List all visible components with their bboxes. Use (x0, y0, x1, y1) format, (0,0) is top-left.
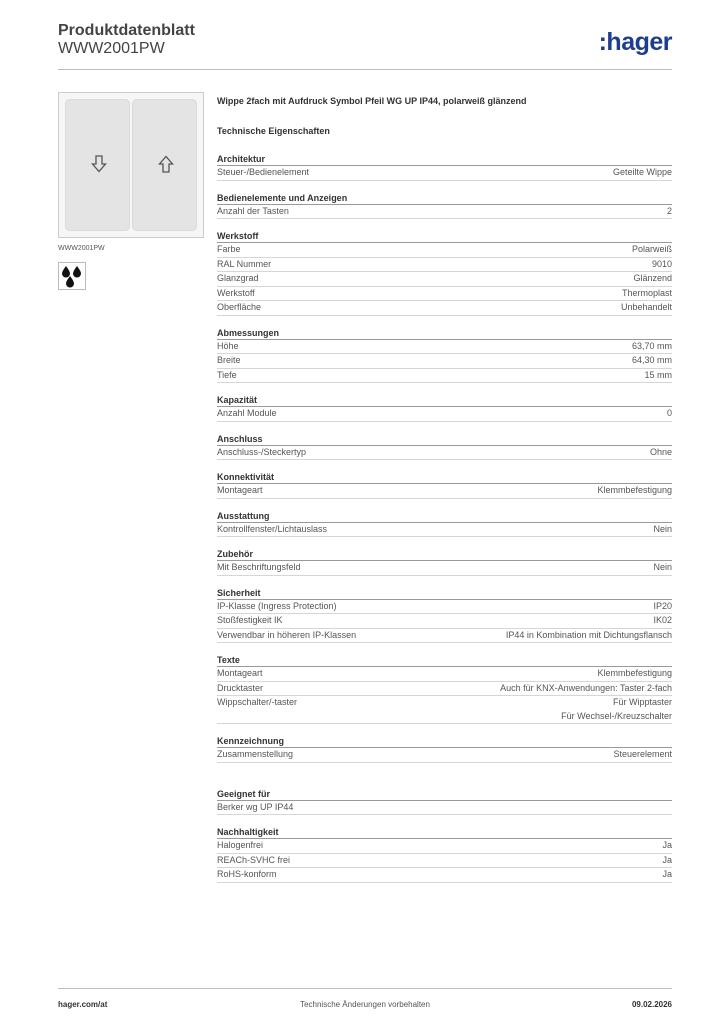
property-label: Berker wg UP IP44 (217, 801, 294, 812)
group-title: Werkstoff (217, 229, 672, 243)
property-group (217, 547, 672, 576)
property-row (217, 205, 672, 220)
group-spacer (217, 724, 672, 734)
group-title: Texte (217, 653, 672, 667)
property-label: Oberfläche (217, 302, 262, 312)
property-value (632, 243, 672, 257)
group-title: Kennzeichnung (217, 734, 672, 748)
property-value-line: 2 (666, 205, 672, 216)
group-title: Konnektivität (217, 470, 672, 484)
property-value-line: Steuerelement (613, 749, 672, 759)
property-row (217, 407, 672, 422)
footer-website[interactable]: hager.com/at (58, 1000, 108, 1009)
property-value (653, 523, 672, 537)
group-spacer (217, 883, 672, 893)
property-row (217, 839, 672, 854)
property-value-line: Glänzend (633, 273, 672, 283)
property-row (217, 801, 672, 816)
rocker-right (132, 99, 197, 231)
property-row (217, 354, 672, 369)
property-value (662, 839, 672, 853)
property-row (217, 166, 672, 181)
property-group (217, 432, 672, 461)
group-title: Nachhaltigkeit (217, 825, 672, 839)
property-label: REACh-SVHC frei (217, 854, 291, 865)
property-value-line: Geteilte Wippe (612, 167, 672, 177)
group-title: Anschluss (217, 432, 672, 446)
product-code: WWW2001PW (58, 40, 165, 57)
page-header (58, 22, 672, 70)
property-label: Montageart (217, 668, 263, 678)
property-row (217, 287, 672, 302)
property-value-line: Auch für KNX-Anwendungen: Taster 2-fach (500, 682, 672, 693)
arrow-down-icon (91, 155, 107, 173)
property-value-line: Ja (662, 854, 672, 865)
property-value-line: 15 mm (644, 369, 672, 380)
rocker-left (65, 99, 130, 231)
property-value (613, 166, 672, 180)
group-title: Geeignet für (217, 787, 672, 801)
property-value (644, 369, 672, 383)
group-title: Zubehör (217, 547, 672, 561)
property-label: Anschluss-/Steckertyp (217, 446, 307, 457)
product-image (58, 92, 204, 238)
property-row (217, 301, 672, 316)
property-value-line: Ja (662, 840, 672, 850)
group-spacer (217, 422, 672, 432)
property-row (217, 748, 672, 763)
property-value (597, 667, 672, 681)
arrow-up-icon (158, 155, 174, 173)
group-spacer (217, 181, 672, 191)
property-value (506, 629, 672, 643)
property-row (217, 446, 672, 461)
group-title: Kapazität (217, 393, 672, 407)
group-title: Architektur (217, 152, 672, 166)
group-title: Bedienelemente und Anzeigen (217, 191, 672, 205)
group-spacer (217, 576, 672, 586)
property-row (217, 868, 672, 883)
hager-logo: :hager (598, 28, 672, 56)
property-value (667, 407, 672, 421)
property-value (622, 287, 672, 301)
property-label: Montageart (217, 485, 263, 495)
property-value-line: Für Wipptaster (612, 697, 672, 707)
property-value (500, 682, 672, 696)
group-spacer (217, 499, 672, 509)
property-label: Anzahl Module (217, 408, 277, 418)
property-group (217, 152, 672, 181)
property-group (217, 825, 672, 883)
property-label: Drucktaster (217, 682, 264, 693)
property-row (217, 369, 672, 384)
group-spacer (217, 383, 672, 393)
property-row (217, 484, 672, 499)
property-row (217, 600, 672, 615)
property-label: Anzahl der Tasten (217, 205, 289, 216)
property-value-line: 63,70 mm (631, 340, 672, 351)
property-label: Glanzgrad (217, 273, 259, 283)
property-label: Stoßfestigkeit IK (217, 615, 283, 625)
property-value-line: Unbehandelt (620, 302, 672, 312)
property-value (652, 258, 672, 272)
property-row (217, 561, 672, 576)
property-value (662, 868, 672, 882)
property-group (217, 229, 672, 316)
property-group (217, 586, 672, 644)
property-value-line: Ohne (649, 446, 672, 457)
property-value-line: 0 (666, 408, 672, 418)
property-value-line: 9010 (651, 258, 672, 269)
group-spacer (217, 815, 672, 825)
property-row (217, 629, 672, 644)
property-group (217, 326, 672, 384)
property-value (632, 354, 672, 368)
property-label: IP-Klasse (Ingress Protection) (217, 600, 337, 611)
group-spacer (217, 643, 672, 653)
group-spacer (217, 763, 672, 787)
property-value (653, 561, 672, 575)
property-row (217, 523, 672, 538)
property-value-line: Polarweiß (631, 244, 672, 254)
product-description: Wippe 2fach mit Aufdruck Symbol Pfeil WG UP IP44, polarweiß glänzend (217, 96, 527, 106)
group-spacer (217, 316, 672, 326)
property-label: Zusammenstellung (217, 749, 294, 759)
properties-heading: Technische Eigenschaften (217, 126, 330, 136)
property-value (667, 205, 672, 219)
property-label: Tiefe (217, 369, 237, 380)
group-spacer (217, 460, 672, 470)
property-row (217, 667, 672, 682)
property-row (217, 854, 672, 869)
group-spacer (217, 219, 672, 229)
property-value (561, 696, 672, 723)
property-label: Wippschalter/-taster (217, 697, 298, 707)
product-details (217, 96, 672, 893)
property-row (217, 696, 672, 724)
property-label: Breite (217, 355, 241, 365)
property-value-line: 64,30 mm (631, 355, 672, 365)
property-value (653, 600, 672, 614)
property-row (217, 614, 672, 629)
footer-disclaimer: Technische Änderungen vorbehalten (300, 1000, 430, 1009)
property-row (217, 682, 672, 697)
property-group (217, 470, 672, 499)
property-value-line: Für Wechsel-/Kreuzschalter (561, 710, 672, 721)
property-label: Mit Beschriftungsfeld (217, 562, 301, 572)
property-row (217, 272, 672, 287)
document-title: Produktdatenblatt (58, 22, 195, 39)
group-title: Sicherheit (217, 586, 672, 600)
property-value-line: Klemmbefestigung (597, 668, 672, 678)
property-label: Höhe (217, 340, 239, 351)
ip44-water-drops-icon (58, 262, 86, 290)
property-value (662, 854, 672, 868)
property-label: Werkstoff (217, 287, 255, 298)
property-value-line: Ja (662, 869, 672, 879)
property-group (217, 191, 672, 220)
property-label: Verwendbar in höheren IP-Klassen (217, 629, 357, 640)
property-group (217, 393, 672, 422)
property-value (633, 272, 672, 286)
group-spacer (217, 537, 672, 547)
footer-date: 09.02.2026 (631, 1000, 672, 1009)
property-value-line: Nein (653, 523, 672, 534)
property-row (217, 243, 672, 258)
property-row (217, 258, 672, 273)
property-value (653, 614, 672, 628)
property-value (632, 340, 672, 354)
property-label: Farbe (217, 244, 241, 254)
property-value (597, 484, 672, 498)
property-value-line: Thermoplast (621, 287, 672, 298)
property-group (217, 509, 672, 538)
property-value (613, 748, 672, 762)
property-value-line: IP44 in Kombination mit Dichtungsflansch (505, 629, 672, 640)
property-group (217, 734, 672, 763)
property-group (217, 787, 672, 816)
property-value (650, 446, 672, 460)
property-value (621, 301, 672, 315)
group-title: Ausstattung (217, 509, 672, 523)
property-label: RAL Nummer (217, 258, 272, 269)
property-label: Kontrollfenster/Lichtauslass (217, 523, 328, 534)
property-label: Halogenfrei (217, 840, 264, 850)
image-caption: WWW2001PW (58, 245, 105, 252)
property-label: Steuer-/Bedienelement (217, 167, 310, 177)
property-row (217, 340, 672, 355)
property-value-line: Klemmbefestigung (597, 485, 672, 495)
property-label: RoHS-konform (217, 869, 277, 879)
property-group (217, 653, 672, 724)
property-value-line: IK02 (653, 615, 672, 625)
property-value-line: IP20 (653, 600, 672, 611)
property-groups (217, 152, 672, 893)
page-footer (58, 988, 672, 1012)
property-value-line: Nein (653, 562, 672, 572)
group-title: Abmessungen (217, 326, 672, 340)
